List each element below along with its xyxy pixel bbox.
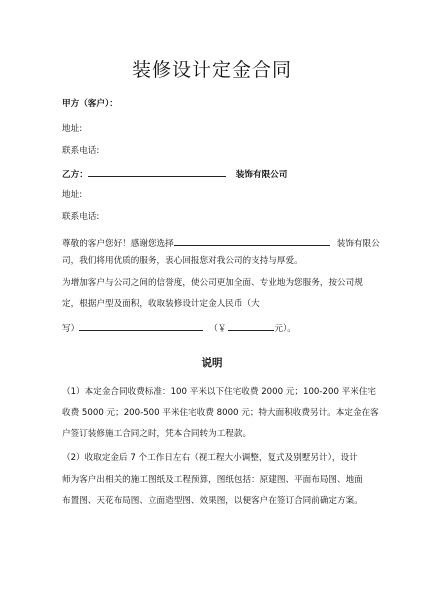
note-1-line-3: 户签订装修施工合同之时，凭本合同转为工程款。 [62,429,252,439]
intro-line-2: 司，我们将用优质的服务，衷心回报您对我公司的支持与厚爱。 [62,256,303,266]
party-b-phone-label: 联系电话: [62,212,100,222]
note-2-line-1: （2）收取定金后 7 个工作日左右（视工程大小调整，复式及别墅另计），设计 [62,453,358,463]
intro-line-1a: 尊敬的客户您好！感谢您选择 [62,239,174,249]
intro-line-4: 定，根据户型及面积，收取装修设计定金人民币（大 [62,299,260,309]
note-2-line-2: 师为客户出相关的施工图纸及工程预算，图纸包括：原建图、平面布局图、地面 [62,475,363,485]
note-1-line-1: （1）本定金合同收费标准：100 平米以下住宅收费 2000 元；100-200 平米住宅 [62,387,377,397]
party-a-phone-label: 联系电话: [62,146,100,156]
amount-words-blank [79,321,203,331]
party-b-name-blank [88,167,226,177]
intro-line-5 [62,321,296,335]
note-2-line-3: 布置图、天花布局图、立面造型图、效果图，以便客户在签订合同前确定方案。 [62,496,363,506]
note-1-line-2: 收费 5000 元；200-500 平米住宅收费 8000 元；特大面积收费另计。本定金在客 [62,408,379,418]
intro-line-3: 为增加客户与公司之间的信誉度，使公司更加全面、专业地为您服务，按公司规 [62,278,363,288]
intro-line-5c: 元）。 [274,324,296,334]
party-a-address-label: 地址: [62,124,83,134]
intro-line-1b: 装饰有限公 [336,239,380,249]
party-b-company-suffix: 装饰有限公司 [235,170,288,180]
intro-line-1 [62,236,380,250]
company-name-blank [174,236,330,246]
intro-line-5b: （￥ [209,324,227,334]
party-b-address-label: 地址: [62,190,83,200]
section-title: 说明 [201,357,223,369]
amount-number-blank [228,321,274,331]
document-title: 装修设计定金合同 [131,59,292,81]
intro-line-5a: 写） [62,324,80,334]
party-b-label: 乙方： [62,170,88,180]
party-b-row [62,167,287,181]
party-a-label: 甲方（客户）： [62,99,118,109]
